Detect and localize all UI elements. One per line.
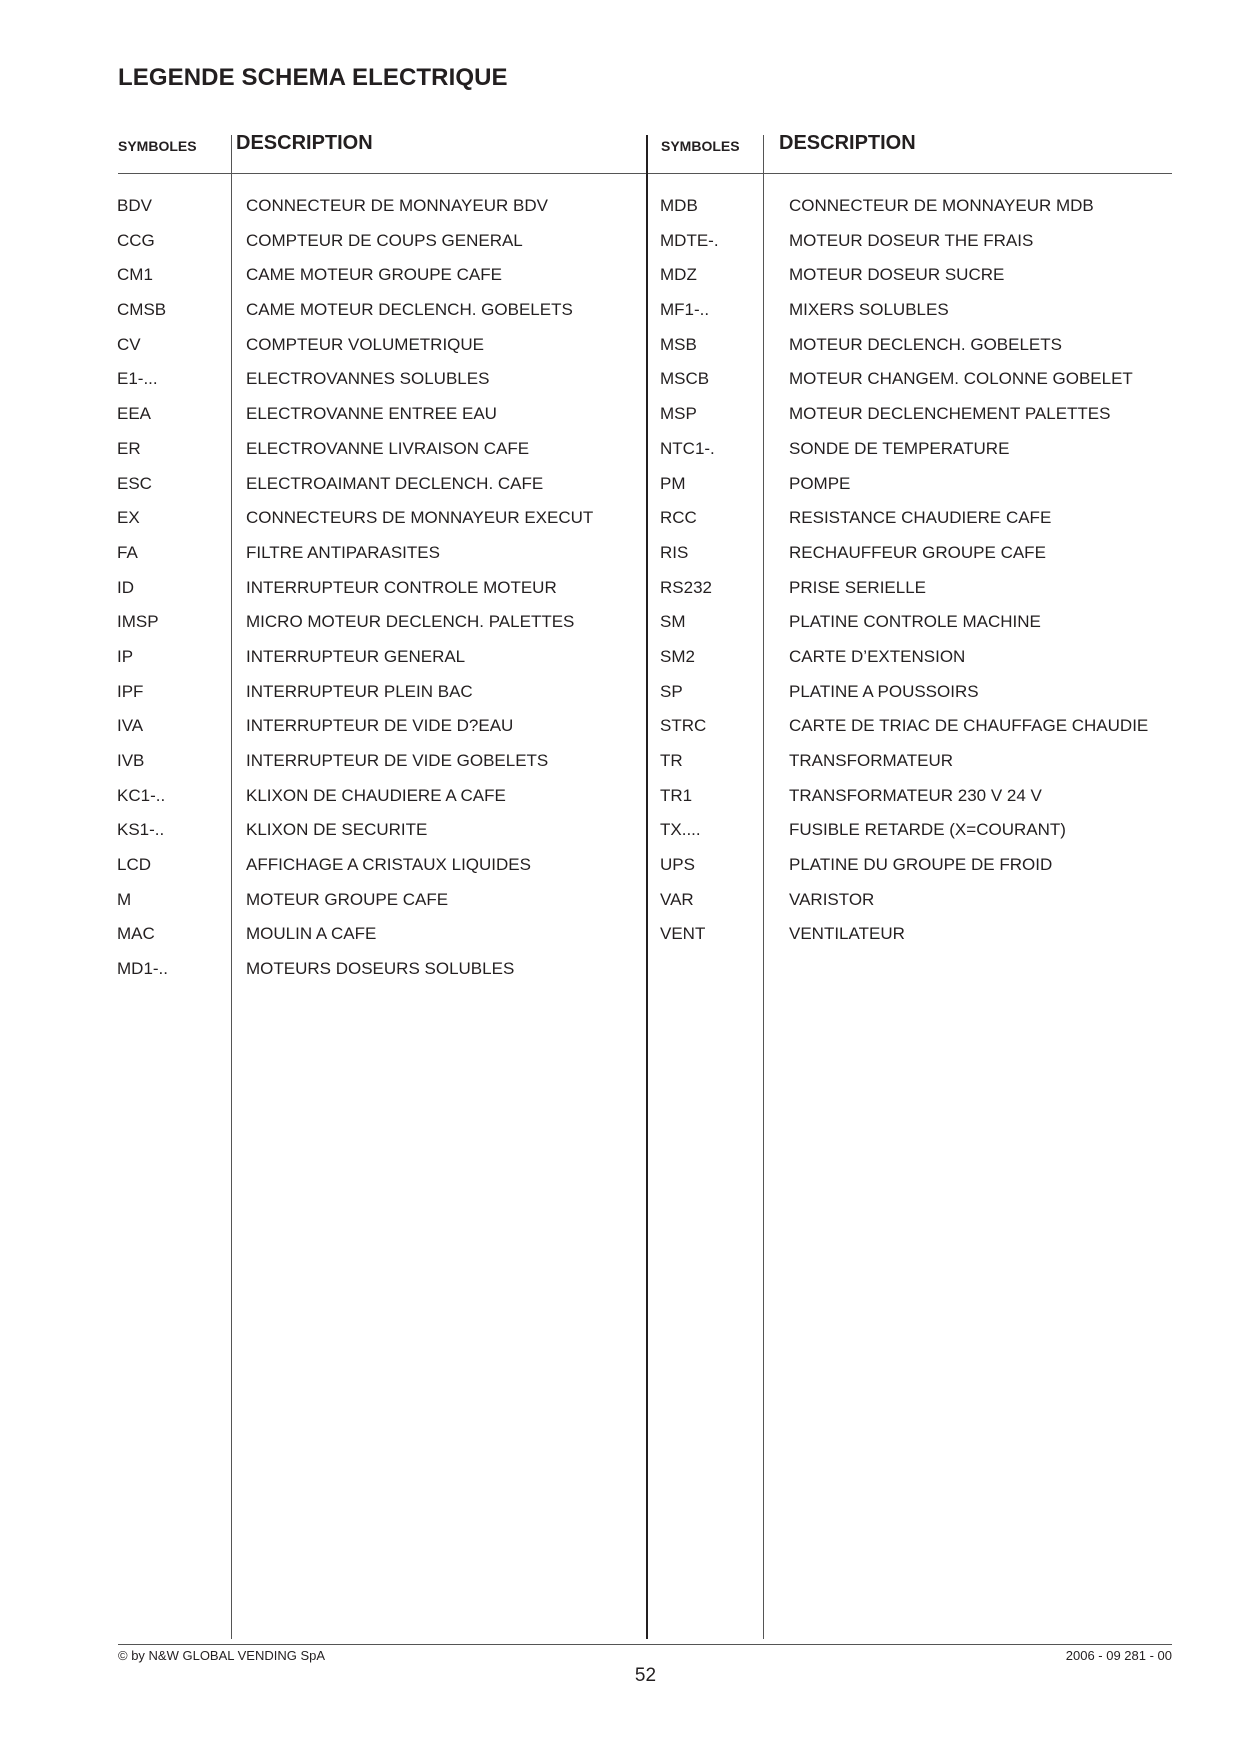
- list-item: CARTE DE TRIAC DE CHAUFFAGE CHAUDIE: [789, 716, 1149, 736]
- list-item: IVA: [117, 716, 144, 736]
- header-description-left: DESCRIPTION: [236, 132, 373, 154]
- list-item: MOTEUR DECLENCHEMENT PALETTES: [789, 404, 1111, 424]
- list-item: ID: [117, 577, 134, 597]
- right-descriptions-list: [789, 192, 1148, 955]
- list-item: CCG: [117, 230, 155, 250]
- list-item: TX....: [660, 820, 701, 840]
- list-item: MD1-..: [117, 959, 168, 979]
- page-title: LEGENDE SCHEMA ELECTRIQUE: [118, 64, 508, 91]
- list-item: RECHAUFFEUR GROUPE CAFE: [789, 542, 1046, 562]
- list-item: VARISTOR: [789, 889, 875, 909]
- list-item: RS232: [660, 577, 712, 597]
- list-item: MOULIN A CAFE: [246, 924, 377, 944]
- list-item: TRANSFORMATEUR: [789, 751, 954, 770]
- list-item: KLIXON DE CHAUDIERE A CAFE: [246, 785, 506, 805]
- left-symbols-list: [117, 192, 168, 990]
- page-number: 52: [634, 1665, 657, 1686]
- header-rule: [118, 173, 1172, 174]
- list-item: INTERRUPTEUR DE VIDE GOBELETS: [246, 751, 549, 770]
- list-item: ER: [117, 438, 141, 458]
- header-symbols-left: SYMBOLES: [118, 138, 197, 154]
- list-item: TR: [660, 751, 683, 770]
- list-item: ESC: [117, 473, 152, 493]
- list-item: INTERRUPTEUR CONTROLE MOTEUR: [246, 577, 557, 597]
- list-item: PLATINE A POUSSOIRS: [789, 681, 979, 701]
- list-item: MOTEUR GROUPE CAFE: [246, 889, 449, 909]
- list-item: AFFICHAGE A CRISTAUX LIQUIDES: [246, 855, 531, 875]
- list-item: CONNECTEUR DE MONNAYEUR MDB: [789, 196, 1094, 215]
- list-item: MDB: [660, 196, 698, 215]
- list-item: CV: [117, 334, 141, 354]
- list-item: CARTE D’EXTENSION: [789, 646, 966, 666]
- list-item: MDZ: [660, 265, 697, 285]
- list-item: KS1-..: [117, 820, 165, 840]
- list-item: VENT: [660, 924, 706, 944]
- list-item: MSCB: [660, 369, 710, 389]
- list-item: TRANSFORMATEUR 230 V 24 V: [789, 785, 1042, 805]
- list-item: MOTEUR DECLENCH. GOBELETS: [789, 334, 1062, 354]
- list-item: EX: [117, 508, 140, 528]
- list-item: KC1-..: [117, 785, 166, 805]
- list-item: VAR: [660, 889, 694, 909]
- list-item: TR1: [660, 785, 693, 805]
- left-descriptions-list: [246, 192, 593, 990]
- list-item: INTERRUPTEUR GENERAL: [246, 646, 466, 666]
- list-item: CAME MOTEUR GROUPE CAFE: [246, 265, 502, 285]
- list-item: CONNECTEURS DE MONNAYEUR EXECUT: [246, 508, 594, 528]
- list-item: KLIXON DE SECURITE: [246, 820, 428, 840]
- list-item: BDV: [117, 196, 152, 215]
- list-item: RIS: [660, 542, 689, 562]
- list-item: EEA: [117, 404, 152, 424]
- list-item: COMPTEUR VOLUMETRIQUE: [246, 334, 485, 354]
- list-item: SONDE DE TEMPERATURE: [789, 438, 1010, 458]
- list-item: ELECTROVANNES SOLUBLES: [246, 369, 490, 389]
- list-item: MF1-..: [660, 300, 710, 320]
- list-item: CMSB: [117, 300, 167, 320]
- list-item: MOTEUR DOSEUR THE FRAIS: [789, 230, 1034, 250]
- list-item: IMSP: [117, 612, 159, 632]
- list-item: MICRO MOTEUR DECLENCH. PALETTES: [246, 612, 575, 632]
- list-item: NTC1-.: [660, 438, 715, 458]
- list-item: MSB: [660, 334, 697, 354]
- list-item: SM: [660, 612, 686, 632]
- list-item: STRC: [660, 716, 707, 736]
- list-item: CM1: [117, 265, 153, 285]
- footer-doc-code: 2006 - 09 281 - 00: [1065, 1648, 1172, 1663]
- list-item: MOTEUR DOSEUR SUCRE: [789, 265, 1005, 285]
- list-item: MOTEUR CHANGEM. COLONNE GOBELET: [789, 369, 1133, 389]
- center-divider: [646, 135, 648, 1639]
- list-item: VENTILATEUR: [789, 924, 905, 944]
- list-item: MSP: [660, 404, 697, 424]
- list-item: POMPE: [789, 473, 851, 493]
- list-item: IPF: [117, 681, 144, 701]
- list-item: PM: [660, 473, 686, 493]
- list-item: INTERRUPTEUR DE VIDE D?EAU: [246, 716, 514, 736]
- list-item: RCC: [660, 508, 697, 528]
- list-item: IP: [117, 646, 134, 666]
- list-item: CONNECTEUR DE MONNAYEUR BDV: [246, 196, 548, 215]
- list-item: INTERRUPTEUR PLEIN BAC: [246, 681, 473, 701]
- list-item: E1-...: [117, 369, 158, 389]
- list-item: LCD: [117, 855, 152, 875]
- list-item: FUSIBLE RETARDE (X=COURANT): [789, 820, 1066, 840]
- list-item: FILTRE ANTIPARASITES: [246, 542, 440, 562]
- list-item: FA: [117, 542, 138, 562]
- list-item: MAC: [117, 924, 155, 944]
- list-item: MOTEURS DOSEURS SOLUBLES: [246, 959, 515, 979]
- list-item: UPS: [660, 855, 695, 875]
- list-item: CAME MOTEUR DECLENCH. GOBELETS: [246, 300, 573, 320]
- list-item: M: [117, 889, 132, 909]
- left-column-divider: [231, 135, 232, 1639]
- list-item: SM2: [660, 646, 695, 666]
- right-column-divider: [763, 135, 764, 1639]
- list-item: MIXERS SOLUBLES: [789, 300, 949, 320]
- list-item: IVB: [117, 751, 145, 770]
- list-item: ELECTROAIMANT DECLENCH. CAFE: [246, 473, 544, 493]
- right-symbols-list: [660, 192, 719, 955]
- header-description-right: DESCRIPTION: [779, 132, 916, 154]
- footer-rule: [118, 1644, 1172, 1645]
- list-item: ELECTROVANNE ENTREE EAU: [246, 404, 497, 424]
- header-symbols-right: SYMBOLES: [661, 138, 740, 154]
- list-item: SP: [660, 681, 683, 701]
- list-item: PRISE SERIELLE: [789, 577, 927, 597]
- list-item: COMPTEUR DE COUPS GENERAL: [246, 230, 523, 250]
- list-item: RESISTANCE CHAUDIERE CAFE: [789, 508, 1052, 528]
- list-item: MDTE-.: [660, 230, 719, 250]
- list-item: ELECTROVANNE LIVRAISON CAFE: [246, 438, 530, 458]
- list-item: PLATINE DU GROUPE DE FROID: [789, 855, 1053, 875]
- footer-copyright: © by N&W GLOBAL VENDING SpA: [118, 1648, 326, 1663]
- list-item: PLATINE CONTROLE MACHINE: [789, 612, 1041, 632]
